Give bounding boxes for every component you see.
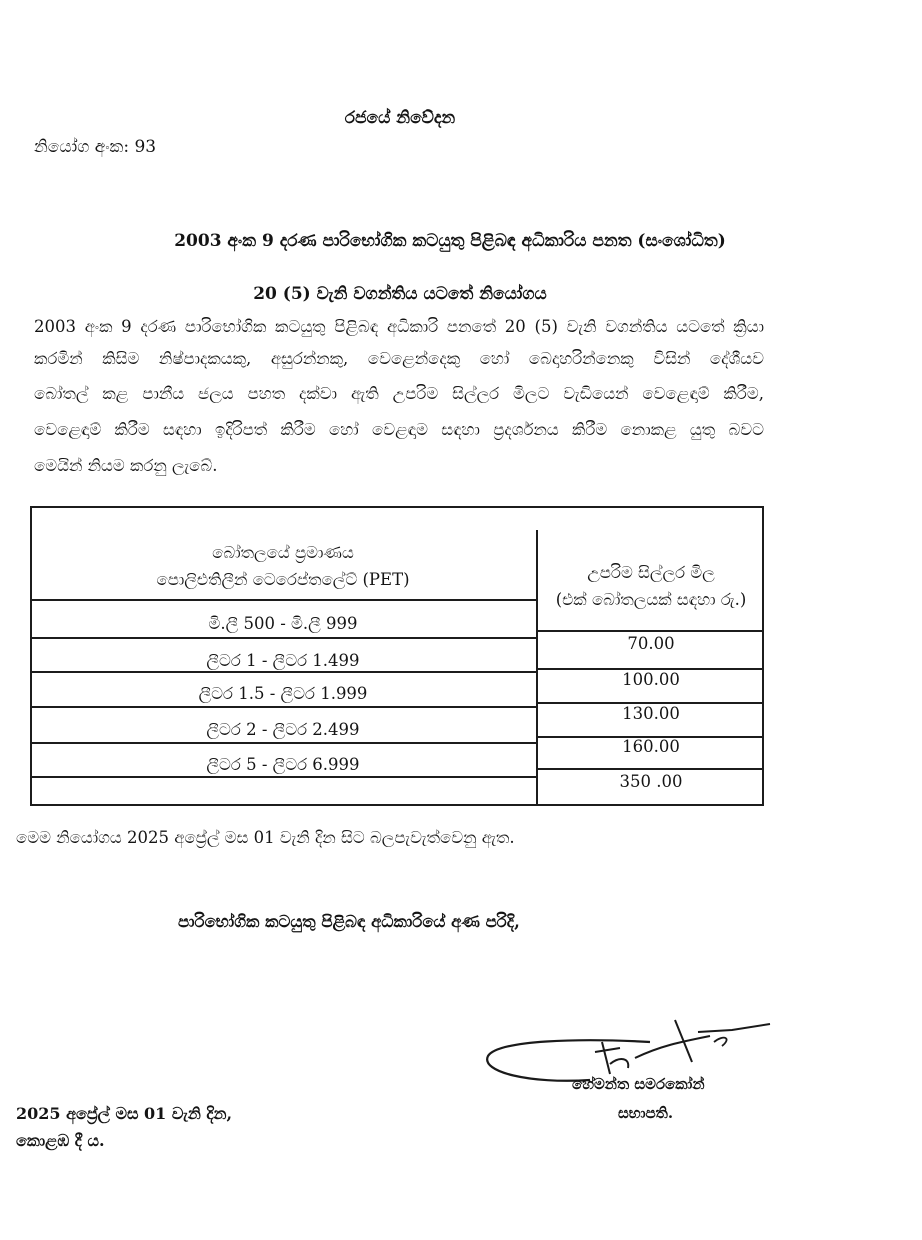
- row-rule: [30, 671, 536, 673]
- body-line: බෝතල් කළ පානීය ජලය පහත දක්වා ඇති උපරිම සිල්ලර මිලට වැඩියෙන් වෙළෙඳාම් කිරීම,: [34, 384, 764, 403]
- effective-date-statement: මෙම නියෝගය 2025 අප්‍රේල් මස 01 වැනි දින සිට බලපැවැත්වෙනු ඇත.: [16, 828, 515, 847]
- price-header-line: උපරිම සිල්ලර මිල: [587, 563, 715, 582]
- row-rule: [538, 768, 764, 770]
- bottle-size-cell: ලීටර 2 - ලීටර 2.499: [206, 720, 360, 739]
- body-line: මෙයින් නියම කරනු ලැබේ.: [34, 456, 218, 475]
- bottle-size-cell: ලීටර 1 - ලීටර 1.499: [206, 651, 360, 670]
- table-border: [30, 506, 764, 508]
- price-cell: 350 .00: [619, 772, 683, 791]
- section-title: 20 (5) වැනි වගන්තිය යටතේ නියෝගය: [253, 284, 547, 304]
- body-line: 2003 අංක 9 දරණ පාරිභෝගික කටයුතු පිළිබඳ අධිකාරි පනතේ 20 (5) වැනි වගන්තිය යටතේ ක්‍රියා: [34, 317, 764, 336]
- row-rule: [538, 630, 764, 632]
- row-rule: [30, 637, 536, 639]
- size-header-line: පොලිඑතිලීන් ටෙරෙප්තලේට් (PET): [156, 570, 410, 589]
- header-rule: [30, 599, 536, 601]
- row-rule: [30, 706, 536, 708]
- price-column-header: [538, 559, 764, 613]
- size-header-line: බෝතලයේ ප්‍රමාණය: [212, 543, 354, 562]
- price-cell: 100.00: [622, 670, 680, 689]
- notice-heading: රජයේ නිවේදන: [344, 108, 456, 128]
- bottle-size-cell: ලීටර 5 - ලීටර 6.999: [206, 755, 360, 774]
- signatory-title: සභාපති.: [618, 1104, 674, 1122]
- act-title: 2003 අංක 9 දරණ පාරිභෝගික කටයුතු පිළිබඳ අධිකාරිය පනත (සංශෝධිත): [174, 231, 726, 251]
- table-border: [762, 506, 764, 806]
- regulation-number: නියෝග අංක: 93: [34, 137, 157, 157]
- price-cell: 70.00: [627, 634, 675, 653]
- bottle-size-cell: මි.ලී 500 - මි.ලී 999: [208, 614, 358, 633]
- authority-order-line: පාරිභෝගික කටයුතු පිළිබඳ අධිකාරියේ අණ පරිදි,: [178, 912, 520, 931]
- issue-date: 2025 අප්‍රේල් මස 01 වැනි දින,: [16, 1104, 233, 1123]
- price-cell: 160.00: [622, 737, 680, 756]
- signatory-name: හේමන්ත සමරකෝන්: [572, 1075, 705, 1093]
- size-column-header: [30, 539, 536, 593]
- row-rule: [30, 776, 536, 778]
- bottle-size-cell: ලීටර 1.5 - ලීටර 1.999: [198, 684, 368, 703]
- price-cell: 130.00: [622, 704, 680, 723]
- body-line: වෙළෙඳාම් කිරීම සඳහා ඉදිරිපත් කිරීම හෝ වෙළඳාම සඳහා ප්‍රදර්ශනය කිරීම නොකළ යුතු බවට: [34, 420, 764, 439]
- price-table: [30, 506, 764, 806]
- table-border: [30, 804, 764, 806]
- body-line: කරමින් කිසිම නිෂ්පාදකයකු, අසුරන්නකු, වෙළෙන්දෙකු හෝ බෙදාහරින්නෙකු විසින් දේශීයව: [34, 349, 764, 368]
- row-rule: [30, 742, 536, 744]
- price-header-line: (එක් බෝතලයක් සඳහා රු.): [555, 590, 747, 609]
- issue-place: කොළඹ දී ය.: [16, 1131, 105, 1150]
